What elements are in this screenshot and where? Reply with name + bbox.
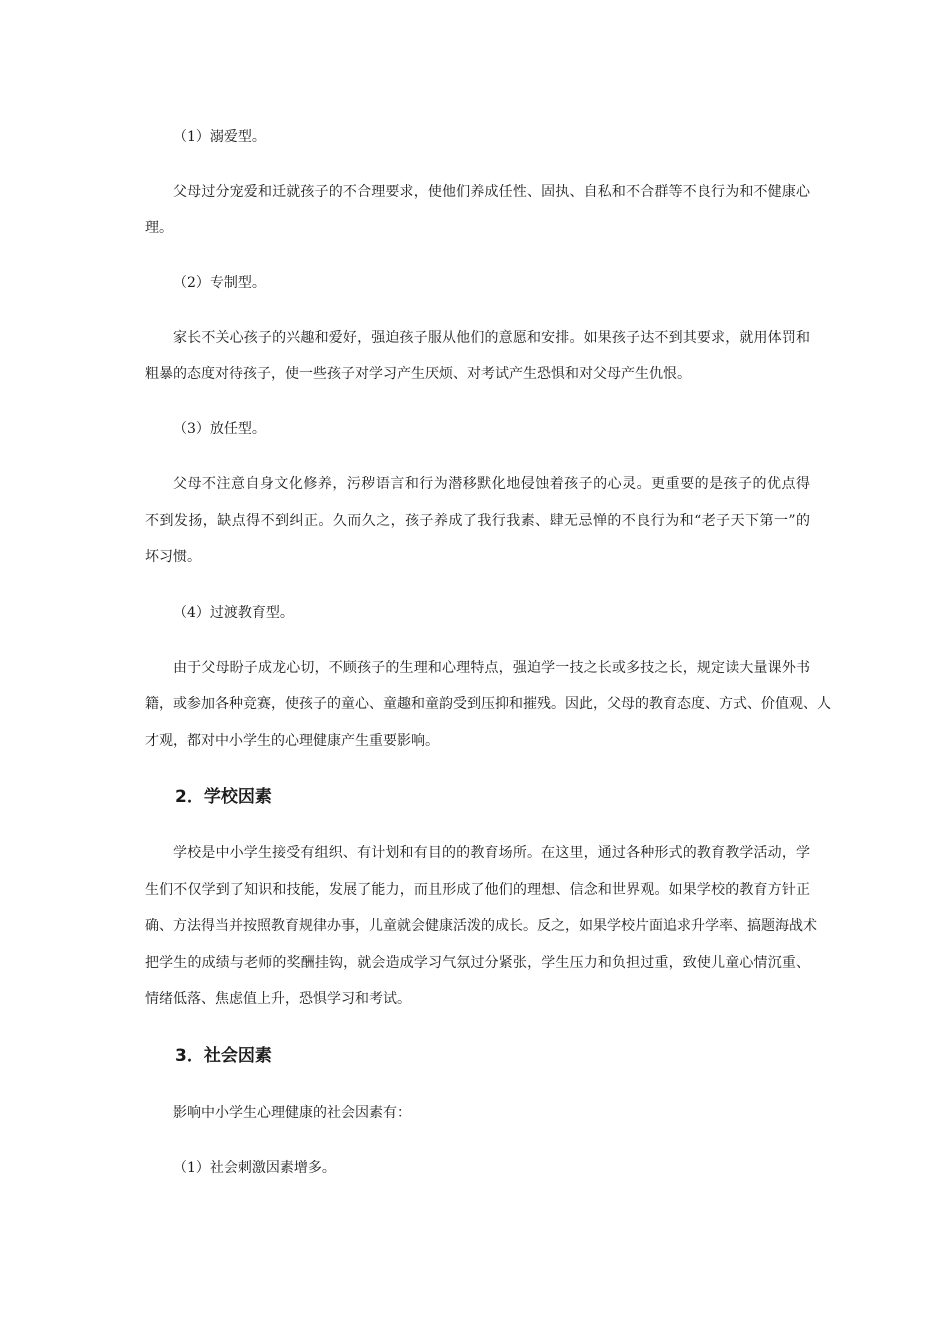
paragraph-line: 才观，都对中小学生的心理健康产生重要影响。 [145,733,439,749]
paragraph-line: 确、方法得当并按照教育规律办事，儿童就会健康活泼的成长。反之，如果学校片面追求升学率、搞题海战术 [145,918,817,934]
paragraph-line: 不到发扬，缺点得不到纠正。久而久之，孩子养成了我行我素、肆无忌惮的不良行为和“老子天下第一”的 [145,513,810,529]
item-label-doting: （1）溺爱型。 [173,129,266,145]
paragraph-line: 家长不关心孩子的兴趣和爱好，强迫孩子服从他们的意愿和安排。如果孩子达不到其要求，就用体罚和 [173,330,810,346]
item-label-authoritarian: （2）专制型。 [173,275,266,291]
paragraph-line: 由于父母盼子成龙心切，不顾孩子的生理和心理特点，强迫学一技之长或多技之长，规定读大量课外书 [173,660,810,676]
item-label-overeducation: （4）过渡教育型。 [173,605,294,621]
paragraph-line: 生们不仅学到了知识和技能，发展了能力，而且形成了他们的理想、信念和世界观。如果学校的教育方针正 [145,882,810,898]
item-label-permissive: （3）放任型。 [173,421,266,437]
paragraph-line: 父母过分宠爱和迁就孩子的不合理要求，使他们养成任性、固执、自私和不合群等不良行为和不健康心 [173,184,810,200]
paragraph-line: 把学生的成绩与老师的奖酬挂钩，就会造成学习气氛过分紧张，学生压力和负担过重，致使儿童心情沉重、 [145,955,810,971]
paragraph-line: 学校是中小学生接受有组织、有计划和有目的的教育场所。在这里，通过各种形式的教育教学活动，学 [173,845,810,861]
section-heading-school: 2．学校因素 [175,787,272,807]
paragraph-line: 理。 [145,220,173,236]
paragraph-line: 坏习惯。 [145,549,201,565]
paragraph-line: 籍，或参加各种竞赛，使孩子的童心、童趣和童韵受到压抑和摧残。因此，父母的教育态度、方式、价值观、人 [145,696,831,712]
paragraph-line: 情绪低落、焦虑值上升，恐惧学习和考试。 [145,991,411,1007]
paragraph-line: 父母不注意自身文化修养，污秽语言和行为潜移默化地侵蚀着孩子的心灵。更重要的是孩子的优点得 [173,476,810,492]
paragraph-line: 粗暴的态度对待孩子，使一些孩子对学习产生厌烦、对考试产生恐惧和对父母产生仇恨。 [145,366,691,382]
section-heading-social: 3．社会因素 [175,1046,272,1066]
social-intro-text: 影响中小学生心理健康的社会因素有： [173,1105,411,1121]
item-label-social-stimulus: （1）社会刺激因素增多。 [173,1160,336,1176]
